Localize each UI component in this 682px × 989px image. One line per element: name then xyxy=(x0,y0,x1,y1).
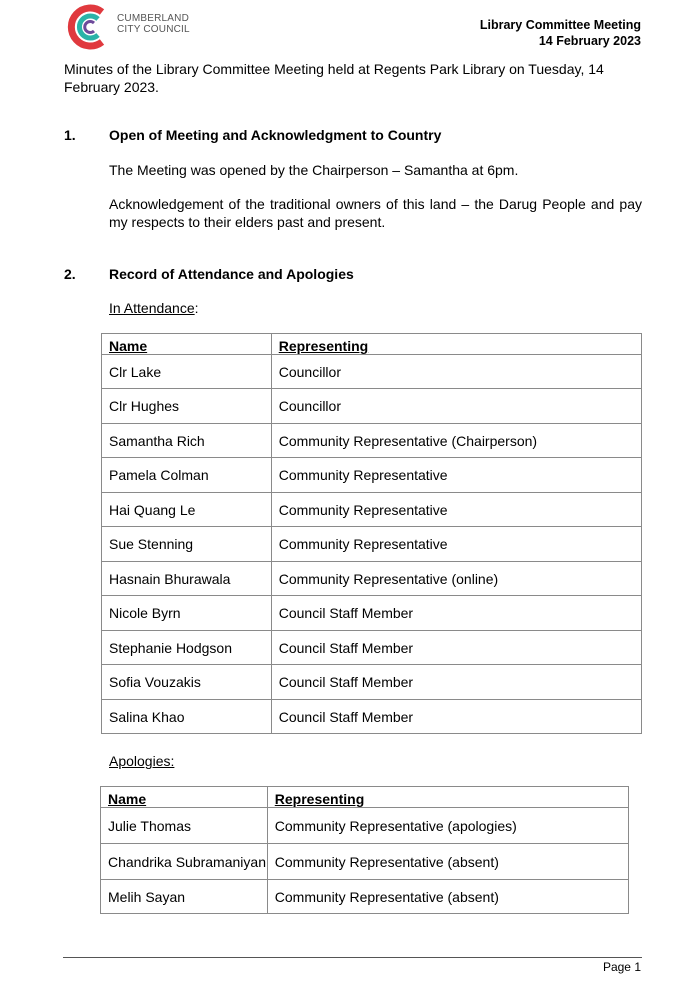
attendance-header-name: Name xyxy=(102,334,272,355)
cell-name: Hasnain Bhurawala xyxy=(102,562,272,596)
cell-name: Stephanie Hodgson xyxy=(102,631,272,665)
cell-representing: Council Staff Member xyxy=(271,631,641,665)
section-1-acknowledgement: Acknowledgement of the traditional owners of this land – the Darug People and pay my respects to their elders past and present. xyxy=(109,196,642,230)
council-name-line1: CUMBERLAND xyxy=(117,13,190,24)
table-row xyxy=(101,880,629,914)
cell-name: Hai Quang Le xyxy=(102,493,272,527)
section-2-number: 2. xyxy=(64,266,76,282)
cell-representing: Councillor xyxy=(271,355,641,389)
table-row xyxy=(101,844,629,880)
table-row xyxy=(102,631,642,665)
table-row xyxy=(102,562,642,596)
attendance-header-representing: Representing xyxy=(271,334,641,355)
table-row xyxy=(102,665,642,700)
cell-representing: Community Representative (absent) xyxy=(267,844,628,880)
table-row xyxy=(102,527,642,562)
cell-name: Chandrika Subramaniyan xyxy=(101,844,268,880)
attendance-label-wrap xyxy=(109,300,199,316)
apologies-header-name: Name xyxy=(101,787,268,808)
cell-name: Clr Lake xyxy=(102,355,272,389)
cell-name: Pamela Colman xyxy=(102,458,272,493)
intro-paragraph: Minutes of the Library Committee Meeting held at Regents Park Library on Tuesday, 14 February 2023. xyxy=(64,61,604,95)
table-row xyxy=(102,458,642,493)
council-name-line2: CITY COUNCIL xyxy=(117,24,190,35)
attendance-label: In Attendance xyxy=(109,300,195,316)
council-name xyxy=(117,13,190,35)
cell-representing: Community Representative xyxy=(271,493,641,527)
meeting-title: Library Committee Meeting xyxy=(479,18,641,32)
apologies-header-representing: Representing xyxy=(267,787,628,808)
cell-name: Sofia Vouzakis xyxy=(102,665,272,700)
cell-name: Salina Khao xyxy=(102,700,272,734)
cell-name: Clr Hughes xyxy=(102,389,272,424)
cell-representing: Councillor xyxy=(271,389,641,424)
table-row xyxy=(102,355,642,389)
section-1-number: 1. xyxy=(64,127,76,143)
page-number: Page 1 xyxy=(602,960,641,974)
cell-name: Melih Sayan xyxy=(101,880,268,914)
cell-name: Julie Thomas xyxy=(101,808,268,844)
apologies-label: Apologies: xyxy=(109,753,175,769)
table-row xyxy=(102,700,642,734)
table-row xyxy=(101,808,629,844)
cell-representing: Council Staff Member xyxy=(271,596,641,631)
cell-representing: Community Representative (absent) xyxy=(267,880,628,914)
table-row xyxy=(102,596,642,631)
attendance-colon: : xyxy=(194,300,199,316)
footer-divider xyxy=(63,957,642,958)
cell-name: Sue Stenning xyxy=(102,527,272,562)
section-2-title: Record of Attendance and Apologies xyxy=(109,266,354,282)
cell-representing: Community Representative xyxy=(271,458,641,493)
attendance-header-row xyxy=(102,334,642,355)
cell-representing: Council Staff Member xyxy=(271,665,641,700)
cell-representing: Community Representative (apologies) xyxy=(267,808,628,844)
table-row xyxy=(102,424,642,458)
cell-name: Samantha Rich xyxy=(102,424,272,458)
cell-name: Nicole Byrn xyxy=(102,596,272,631)
section-1-title: Open of Meeting and Acknowledgment to Country xyxy=(109,127,442,143)
apologies-table xyxy=(100,786,629,914)
cell-representing: Community Representative (online) xyxy=(271,562,641,596)
apologies-header-row xyxy=(101,787,629,808)
council-logo-icon xyxy=(64,2,114,52)
meeting-date: 14 February 2023 xyxy=(538,34,641,48)
document-header xyxy=(480,17,641,49)
table-row xyxy=(102,389,642,424)
attendance-table xyxy=(101,333,642,734)
cell-representing: Community Representative xyxy=(271,527,641,562)
cell-representing: Council Staff Member xyxy=(271,700,641,734)
table-row xyxy=(102,493,642,527)
section-1-opening: The Meeting was opened by the Chairperson – Samantha at 6pm. xyxy=(109,162,519,178)
cell-representing: Community Representative (Chairperson) xyxy=(271,424,641,458)
